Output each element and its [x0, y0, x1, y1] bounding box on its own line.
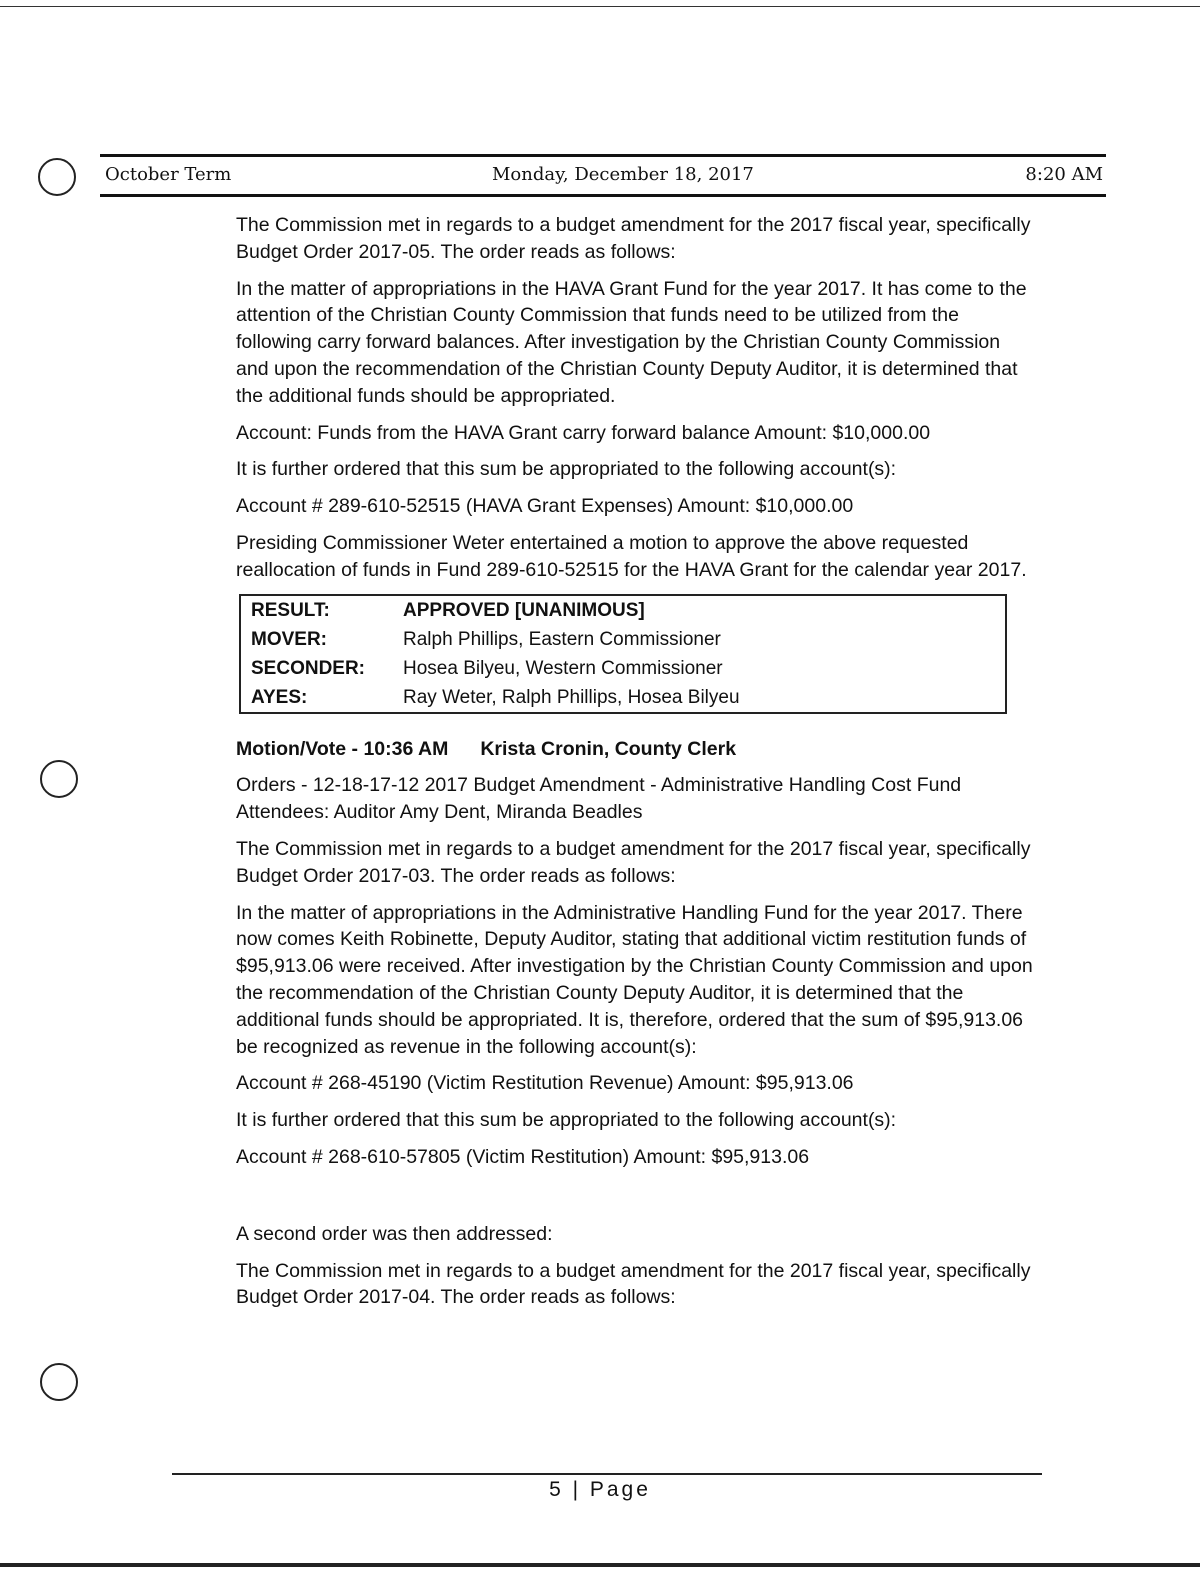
punch-hole-top: [38, 158, 76, 196]
punch-hole-middle: [40, 760, 78, 798]
header-date: Monday, December 18, 2017: [492, 164, 754, 185]
motion-heading: [236, 736, 1036, 763]
header-time: 8:20 AM: [1025, 164, 1103, 185]
header-top-rule: [100, 154, 1106, 157]
paragraph: A second order was then addressed:: [236, 1222, 553, 1245]
orders-line: Orders - 12-18-17-12 2017 Budget Amendment - Administrative Handling Cost Fund: [236, 774, 962, 797]
paragraph: In the matter of appropriations in the Administrative Handling Fund for the year 2017. There now comes Keith Robinette, Deputy Auditor, stating that additional victim restitution funds of $95,913.06 were received. After investigation by the Christian County Commission and upon the recommendation of the Christian County Deputy Auditor, it is determined that the additional funds should be appropriated. It is, therefore, ordered that the sum of $95,913.06 be recognized as revenue in the following account(s):: [236, 901, 1033, 1058]
paragraph: Account # 289-610-52515 (HAVA Grant Expenses) Amount: $10,000.00: [236, 495, 854, 518]
table-row: [240, 625, 1006, 654]
paragraph: In the matter of appropriations in the HAVA Grant Fund for the year 2017. It has come to the attention of the Christian County Commission that funds need to be utilized from the following carry forward balances. After investigation by the Christian County Commission and upon the recommendation of the Christian County Deputy Auditor, it is determined that the additional funds should be appropriated.: [236, 277, 1027, 407]
vote-result-table: [239, 594, 1007, 714]
mover-value: Ralph Phillips, Eastern Commissioner: [403, 628, 721, 650]
paragraph: Presiding Commissioner Weter entertained a motion to approve the above requested reallocation of funds in Fund 289-610-52515 for the HAVA Grant for the calendar year 2017.: [236, 531, 1027, 581]
seconder-value: Hosea Bilyeu, Western Commissioner: [403, 657, 723, 679]
ayes-value: Ray Weter, Ralph Phillips, Hosea Bilyeu: [403, 686, 740, 708]
footer-rule: [172, 1473, 1042, 1475]
header-bottom-rule: [100, 194, 1106, 197]
result-label: RESULT:: [251, 599, 330, 621]
table-row: [240, 654, 1006, 683]
paragraph: Account # 268-610-57805 (Victim Restitution) Amount: $95,913.06: [236, 1145, 810, 1168]
motion-title: Motion/Vote - 10:36 AM: [236, 737, 449, 760]
scan-bottom-edge: [0, 1563, 1200, 1567]
seconder-label: SECONDER:: [251, 657, 366, 679]
spacer: [236, 1181, 1036, 1221]
paragraph: It is further ordered that this sum be appropriated to the following account(s):: [236, 1109, 897, 1132]
scan-top-edge: [0, 6, 1200, 7]
paragraph: Account: Funds from the HAVA Grant carry forward balance Amount: $10,000.00: [236, 421, 931, 444]
page-number: 5 | Page: [549, 1478, 651, 1501]
header-term: October Term: [105, 164, 232, 185]
paragraph: The Commission met in regards to a budget amendment for the 2017 fiscal year, specifically Budget Order 2017-04. The order reads as follows:: [236, 1259, 1031, 1309]
paragraph: Account # 268-45190 (Victim Restitution Revenue) Amount: $95,913.06: [236, 1072, 854, 1095]
table-row: [240, 683, 1006, 713]
ayes-label: AYES:: [251, 686, 308, 708]
table-row: [240, 595, 1006, 625]
attendees-line: Attendees: Auditor Amy Dent, Miranda Beadles: [236, 801, 643, 824]
motion-person: Krista Cronin, County Clerk: [480, 737, 737, 760]
document-body: [236, 212, 1036, 1321]
page-header: [100, 164, 1106, 190]
paragraph: It is further ordered that this sum be appropriated to the following account(s):: [236, 458, 897, 481]
mover-label: MOVER:: [251, 628, 327, 650]
paragraph: The Commission met in regards to a budget amendment for the 2017 fiscal year, specifically Budget Order 2017-05. The order reads as follows:: [236, 214, 1031, 263]
punch-hole-bottom: [40, 1363, 78, 1401]
paragraph: The Commission met in regards to a budget amendment for the 2017 fiscal year, specifically Budget Order 2017-03. The order reads as follows:: [236, 837, 1031, 887]
result-value: APPROVED [UNANIMOUS]: [403, 599, 645, 621]
